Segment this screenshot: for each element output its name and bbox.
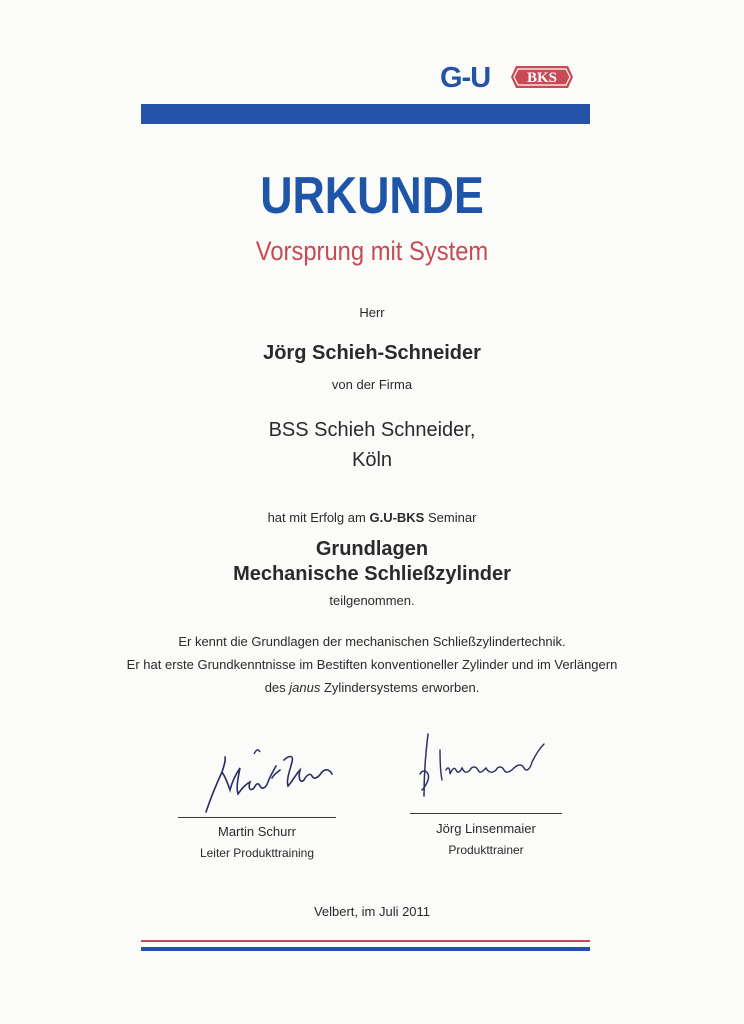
description-line-3-italic: janus bbox=[289, 680, 321, 695]
footer-rule-red bbox=[141, 940, 590, 942]
footer-rule-white bbox=[141, 944, 590, 946]
signatory-right-name: Jörg Linsenmaier bbox=[436, 821, 536, 836]
svg-text:BKS: BKS bbox=[526, 70, 558, 86]
seminar-suffix: Seminar bbox=[427, 510, 477, 525]
signature-right-graphic bbox=[412, 730, 562, 810]
course-title-line2: Mechanische Schließzylinder bbox=[233, 563, 511, 585]
certificate-slogan: Vorsprung mit System bbox=[255, 236, 489, 266]
company-city: Köln bbox=[351, 449, 393, 471]
company-intro: von der Firma bbox=[331, 377, 413, 392]
signature-line-right bbox=[410, 813, 562, 814]
certificate-title: URKUNDE bbox=[260, 167, 484, 225]
bks-logo bbox=[510, 64, 574, 90]
description-line-3-suffix: Zylindersystems erworben. bbox=[323, 680, 480, 695]
seminar-brand: G.U-BKS bbox=[369, 510, 425, 525]
description-line-2: Er hat erste Grundkenntnisse im Bestiften konventioneller Zylinder und im Verlängern bbox=[126, 657, 618, 672]
signature-left-graphic bbox=[176, 730, 336, 816]
seminar-prefix: hat mit Erfolg am bbox=[267, 510, 366, 525]
recipient-name: Jörg Schieh-Schneider bbox=[263, 342, 481, 364]
description-line-3-prefix: des bbox=[264, 680, 286, 695]
gu-logo: G-U bbox=[440, 62, 491, 94]
description-line-1: Er kennt die Grundlagen der mechanischen Schließzylindertechnik. bbox=[178, 634, 566, 649]
header-bar bbox=[141, 104, 590, 124]
description-line-3 bbox=[0, 680, 744, 695]
place-date: Velbert, im Juli 2011 bbox=[313, 904, 431, 919]
signatory-right-role: Produkttrainer bbox=[448, 843, 524, 857]
seminar-line bbox=[0, 510, 744, 525]
footer-rule-blue bbox=[141, 947, 590, 951]
signature-line-left bbox=[178, 817, 336, 818]
signatory-left-role: Leiter Produkttraining bbox=[199, 846, 315, 860]
signatory-left-name: Martin Schurr bbox=[217, 824, 297, 839]
participated-text: teilgenommen. bbox=[329, 593, 415, 608]
course-title-line1: Grundlagen bbox=[315, 538, 429, 560]
salutation: Herr bbox=[359, 305, 385, 320]
company-name: BSS Schieh Schneider, bbox=[268, 419, 476, 441]
